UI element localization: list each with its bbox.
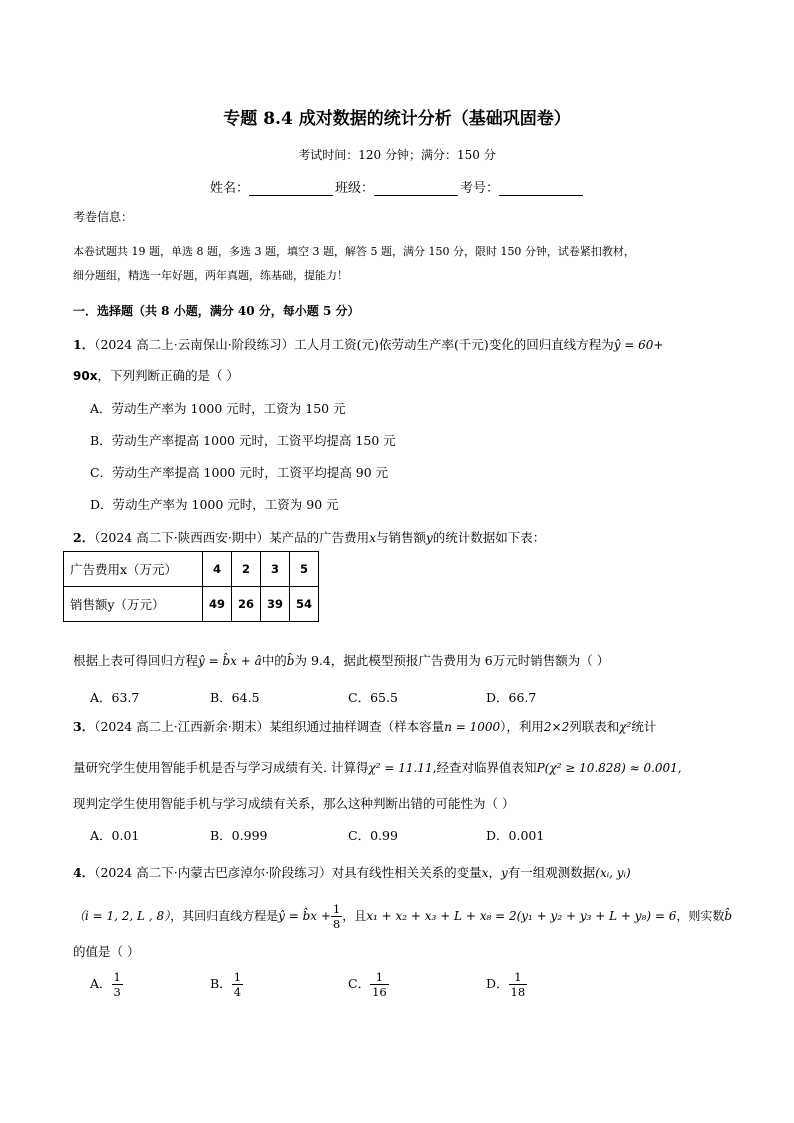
question-2-text-end: 的统计数据如下表： — [432, 530, 546, 545]
question-4-comma: ， — [488, 865, 501, 880]
question-1-prompt: ，下列判断正确的是（ ） — [97, 368, 239, 383]
question-3-probability: P(χ² ≥ 10.828) ≈ 0.001 — [536, 761, 678, 775]
question-2-data-table — [63, 551, 319, 622]
info-line-2: 细分题组，精选一年好题，两年真题，练基础，提能力！ — [73, 269, 348, 282]
table-header-y: 销售额y（万元） — [64, 587, 203, 622]
question-2-text-mid: 与销售额 — [375, 530, 426, 545]
question-2-option-c: C．65.5 — [348, 690, 398, 705]
fraction-denominator: 8 — [332, 917, 341, 931]
page-title: 专题 8.4 成对数据的统计分析（基础巩固卷） — [223, 109, 571, 129]
number-blank — [499, 183, 583, 196]
question-4-bhat: b̂ — [724, 909, 733, 923]
table-cell: 26 — [232, 587, 261, 622]
question-3-chi-symbol: χ² — [619, 720, 632, 734]
fraction-numerator: 1 — [332, 902, 341, 916]
question-4-text-b: 有一组观测数据 — [507, 865, 596, 880]
number-label: 考号： — [460, 181, 500, 196]
option-label: C． — [348, 976, 371, 991]
question-3-chi-value: χ² = 11.11 — [368, 761, 433, 775]
question-2-equation: ŷ = b̂x + â — [198, 654, 262, 668]
question-1-option-d: D．劳动生产率为 1000 元时，工资为 90 元 — [90, 497, 339, 512]
question-1-equation-cont: 90x — [73, 369, 98, 383]
question-2-option-b: B．64.5 — [210, 690, 260, 705]
student-fields — [210, 177, 585, 196]
question-2-var-x: x — [369, 531, 376, 545]
question-4-option-d — [486, 970, 527, 999]
name-blank — [249, 183, 333, 196]
info-line-1: 本卷试题共 19 题，单选 8 题，多选 3 题，填空 3 题，解答 5 题，满分 150 分，限时 150 分钟，试卷紧扣教材， — [73, 245, 635, 258]
question-1-number: 1． — [73, 337, 95, 352]
question-2-bhat: b̂ — [286, 654, 295, 668]
question-4-var-x: x — [481, 866, 489, 880]
question-3-text-e: 量研究学生使用智能手机是否与学习成绩有关. 计算得 — [73, 760, 369, 775]
question-4-line-2 — [73, 902, 732, 931]
question-1-line-2 — [73, 366, 239, 384]
option-label: B． — [210, 976, 232, 991]
question-4-line-3: 的值是（ ） — [73, 944, 140, 959]
question-2-option-a: A．63.7 — [90, 690, 140, 705]
class-blank — [374, 183, 458, 196]
table-cell: 39 — [261, 587, 290, 622]
table-row — [64, 552, 319, 587]
question-2-line-1 — [73, 528, 545, 546]
fraction-numerator: 1 — [113, 970, 121, 984]
question-3-text: （2024 高二上·江西新余·期末）某组织通过抽样调查（样本容量 — [94, 719, 445, 734]
question-4-sum-equation: x₁ + x₂ + x₃ + L + x₈ = 2(y₁ + y₂ + y₃ + L + y₈) = 6 — [366, 909, 677, 923]
question-3-table-size: 2×2 — [543, 720, 570, 734]
table-cell: 2 — [232, 552, 261, 587]
question-4-option-c — [348, 970, 389, 999]
question-2-text: （2024 高二下·陕西西安·期中）某产品的广告费用 — [94, 530, 370, 545]
table-cell: 5 — [290, 552, 319, 587]
question-4-data-pair: (xᵢ, yᵢ) — [595, 866, 631, 880]
question-2-var-y: y — [425, 531, 433, 545]
question-3-option-c: C．0.99 — [348, 828, 398, 843]
option-fraction — [112, 970, 123, 999]
table-header-x: 广告费用x（万元） — [64, 552, 203, 587]
name-label: 姓名： — [210, 181, 250, 196]
fraction-numerator: 1 — [233, 970, 242, 984]
question-4-line-1 — [73, 863, 631, 881]
fraction-numerator: 1 — [509, 970, 528, 985]
question-3-text-c: 列联表和 — [569, 719, 620, 734]
question-2-number: 2． — [73, 530, 95, 545]
table-cell: 49 — [203, 587, 232, 622]
question-3-sample-size: n = 1000 — [444, 720, 501, 734]
fraction-denominator: 4 — [233, 985, 242, 999]
question-4-option-b — [210, 970, 243, 999]
question-3-option-d: D．0.001 — [486, 828, 545, 843]
question-4-var-y: y — [500, 866, 508, 880]
question-1-equation: ŷ = 60+ — [613, 338, 664, 352]
question-2-option-d: D．66.7 — [486, 690, 537, 705]
option-fraction — [370, 970, 389, 999]
question-4-text-c: ，其回归直线方程是 — [170, 909, 279, 923]
question-2-prompt-b: 中的 — [261, 653, 287, 668]
question-4-text: （2024 高二下·内蒙古巴彦淖尔·阶段练习）对具有线性相关关系的变量 — [94, 865, 482, 880]
question-1-option-b: B．劳动生产率提高 1000 元时，工资平均提高 150 元 — [90, 433, 396, 448]
question-4-number: 4． — [73, 865, 95, 880]
question-3-option-a: A．0.01 — [90, 828, 140, 843]
question-3-text-g: , — [677, 760, 682, 775]
option-fraction — [232, 970, 243, 999]
question-3-line-3: 现判定学生使用智能手机与学习成绩有关系，那么这种判断出错的可能性为（ ） — [73, 796, 515, 811]
fraction-numerator: 1 — [370, 970, 389, 985]
table-row — [64, 587, 319, 622]
class-label: 班级： — [335, 181, 375, 196]
question-1-option-c: C．劳动生产率提高 1000 元时，工资平均提高 90 元 — [90, 465, 389, 480]
question-2-prompt — [73, 651, 609, 669]
info-text — [73, 240, 723, 288]
fraction-denominator: 18 — [510, 985, 526, 999]
option-fraction — [509, 970, 528, 999]
fraction-denominator: 3 — [113, 985, 121, 999]
table-cell: 54 — [290, 587, 319, 622]
question-3-text-f: ,经查对临界值表知 — [432, 760, 537, 775]
exam-time: 考试时间：120 分钟；满分：150 分 — [298, 148, 496, 162]
question-1-option-a: A．劳动生产率为 1000 元时，工资为 150 元 — [90, 401, 346, 416]
option-label: D． — [486, 976, 509, 991]
section-heading: 一．选择题（共 8 小题，满分 40 分，每小题 5 分） — [73, 304, 360, 318]
fraction-denominator: 16 — [372, 985, 387, 999]
question-3-option-b: B．0.999 — [210, 828, 268, 843]
question-3-number: 3． — [73, 719, 95, 734]
question-1-text: （2024 高二上·云南保山·阶段练习）工人月工资(元)依劳动生产率(千元)变化的回归直线方程为 — [94, 337, 614, 352]
table-cell: 3 — [261, 552, 290, 587]
question-3-line-1 — [73, 717, 656, 735]
question-4-text-d: ，且 — [342, 909, 367, 923]
option-label: A． — [90, 976, 112, 991]
question-2-prompt-a: 根据上表可得回归方程 — [73, 653, 199, 668]
question-1-line-1 — [73, 335, 664, 353]
question-3-text-b: ），利用 — [500, 719, 544, 734]
table-cell: 4 — [203, 552, 232, 587]
question-4-option-a — [90, 970, 123, 999]
question-3-text-d: 统计 — [631, 719, 657, 734]
question-3-line-2 — [73, 758, 682, 776]
question-4-equation: ŷ = b̂x + — [278, 909, 331, 923]
question-4-text-e: ，则实数 — [676, 909, 725, 923]
question-4-fraction — [331, 902, 342, 931]
question-4-index-range: （i = 1, 2, L , 8） — [73, 909, 171, 923]
question-2-prompt-c: 为 9.4，据此模型预报广告费用为 6万元时销售额为（ ） — [294, 653, 610, 668]
info-label: 考卷信息： — [73, 210, 134, 224]
